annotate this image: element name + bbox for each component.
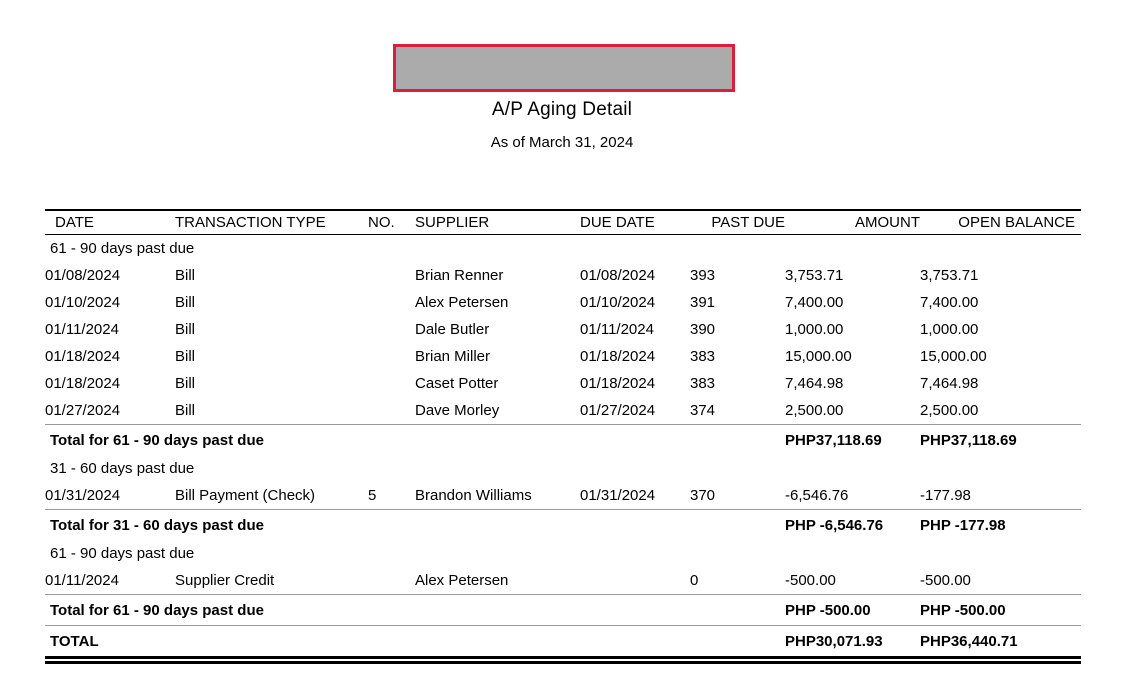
cell-transaction-type: Bill Payment (Check) [175, 487, 316, 504]
cell-transaction-type: Supplier Credit [175, 572, 275, 589]
column-header-no: NO. [368, 210, 415, 235]
cell-due-date: 01/08/2024 [580, 267, 656, 284]
cell-amount: 2,500.00 [785, 402, 844, 419]
cell-open-balance: 15,000.00 [920, 348, 987, 365]
cell-due-date: 01/18/2024 [580, 375, 656, 392]
cell-supplier: Dale Butler [415, 321, 490, 338]
cell-supplier: Brian Renner [415, 267, 504, 284]
table-row [45, 482, 1081, 510]
column-header-open-balance: OPEN BALANCE [920, 210, 1081, 235]
cell-past-due [690, 626, 785, 657]
table-row [45, 370, 1081, 397]
cell-amount: -6,546.76 [785, 487, 849, 504]
cell-due-date [580, 567, 690, 595]
report-subtitle: As of March 31, 2024 [490, 134, 634, 151]
cell-past-due: 383 [690, 375, 716, 392]
cell-date: 01/11/2024 [45, 572, 119, 589]
cell-open-balance: 7,400.00 [920, 294, 979, 311]
cell-no: 5 [368, 487, 377, 504]
section-total-label: Total for 61 - 90 days past due [45, 595, 690, 626]
section-total-amount: PHP -500.00 [785, 595, 920, 626]
table-header-row [45, 210, 1081, 235]
cell-amount: 3,753.71 [785, 267, 844, 284]
cell-supplier: Brian Miller [415, 348, 491, 365]
column-header-transaction-type: TRANSACTION TYPE [175, 210, 368, 235]
report-table-container [45, 209, 1081, 664]
cell-past-due: 390 [690, 321, 716, 338]
cell-past-due: 393 [690, 267, 716, 284]
cell-due-date: 01/27/2024 [580, 402, 656, 419]
cell-supplier: Caset Potter [415, 375, 499, 392]
cell-open-balance: -500.00 [920, 572, 971, 589]
cell-open-balance: 2,500.00 [920, 402, 979, 419]
cell-past-due: 0 [690, 572, 699, 589]
section-total-row [45, 510, 1081, 541]
cell-no [368, 343, 415, 370]
section-label: 31 - 60 days past due [50, 460, 195, 477]
cell-transaction-type: Bill [175, 321, 196, 338]
column-header-supplier: SUPPLIER [415, 210, 580, 235]
cell-no [368, 370, 415, 397]
cell-past-due: 374 [690, 402, 716, 419]
column-header-date: DATE [45, 210, 175, 235]
cell-no [368, 262, 415, 289]
table-row [45, 316, 1081, 343]
cell-supplier: Brandon Williams [415, 487, 532, 504]
section-total-row [45, 595, 1081, 626]
cell-transaction-type: Bill [175, 348, 196, 365]
cell-past-due: 391 [690, 294, 716, 311]
cell-date: 01/18/2024 [45, 375, 121, 392]
cell-past-due: 383 [690, 348, 716, 365]
redacted-company-name-box [393, 44, 735, 92]
cell-transaction-type: Bill [175, 294, 196, 311]
section-total-open-balance: PHP -177.98 [920, 510, 1081, 541]
cell-no [368, 289, 415, 316]
cell-date: 01/08/2024 [45, 267, 121, 284]
table-row [45, 567, 1081, 595]
column-header-past-due: PAST DUE [690, 210, 785, 235]
cell-amount: 1,000.00 [785, 321, 844, 338]
section-total-amount: PHP37,118.69 [785, 425, 920, 456]
section-total-row [45, 425, 1081, 456]
cell-open-balance: 3,753.71 [920, 267, 979, 284]
cell-supplier: Alex Petersen [415, 572, 509, 589]
cell-amount: 7,400.00 [785, 294, 844, 311]
column-header-due-date: DUE DATE [580, 210, 690, 235]
cell-due-date: 01/31/2024 [580, 487, 656, 504]
cell-date: 01/18/2024 [45, 348, 121, 365]
cell-amount: -500.00 [785, 572, 836, 589]
cell-open-balance: -177.98 [920, 487, 971, 504]
cell-supplier: Alex Petersen [415, 294, 509, 311]
section-total-open-balance: PHP -500.00 [920, 595, 1081, 626]
cell-due-date: 01/11/2024 [580, 321, 654, 338]
section-label: 61 - 90 days past due [50, 545, 195, 562]
table-row [45, 262, 1081, 289]
column-header-amount: AMOUNT [785, 210, 920, 235]
cell-no [368, 567, 415, 595]
table-bottom-double-rule [45, 656, 1081, 664]
section-label: 61 - 90 days past due [50, 240, 195, 257]
cell-open-balance: 1,000.00 [920, 321, 979, 338]
cell-transaction-type: Bill [175, 267, 196, 284]
cell-date: 01/10/2024 [45, 294, 121, 311]
cell-no [368, 397, 415, 425]
cell-amount: 7,464.98 [785, 375, 844, 392]
section-header-row [45, 540, 1081, 567]
grand-total-label: TOTAL [45, 626, 690, 657]
cell-open-balance: 7,464.98 [920, 375, 979, 392]
cell-past-due [690, 510, 785, 541]
cell-supplier: Dave Morley [415, 402, 500, 419]
cell-past-due [690, 595, 785, 626]
grand-total-amount: PHP30,071.93 [785, 626, 920, 657]
grand-total-row [45, 626, 1081, 657]
report-table [45, 209, 1081, 656]
section-total-label: Total for 31 - 60 days past due [45, 510, 690, 541]
cell-no [368, 316, 415, 343]
table-row [45, 343, 1081, 370]
section-header-row [45, 455, 1081, 482]
section-total-open-balance: PHP37,118.69 [920, 425, 1081, 456]
cell-transaction-type: Bill [175, 375, 196, 392]
cell-date: 01/27/2024 [45, 402, 121, 419]
grand-total-open-balance: PHP36,440.71 [920, 626, 1081, 657]
section-total-amount: PHP -6,546.76 [785, 510, 920, 541]
report-title: A/P Aging Detail [491, 99, 633, 120]
cell-past-due [690, 425, 785, 456]
cell-past-due: 370 [690, 487, 716, 504]
table-row [45, 289, 1081, 316]
cell-date: 01/31/2024 [45, 487, 121, 504]
cell-due-date: 01/10/2024 [580, 294, 656, 311]
cell-transaction-type: Bill [175, 402, 196, 419]
table-row [45, 397, 1081, 425]
cell-due-date: 01/18/2024 [580, 348, 656, 365]
section-total-label: Total for 61 - 90 days past due [45, 425, 690, 456]
section-header-row [45, 235, 1081, 263]
cell-date: 01/11/2024 [45, 321, 119, 338]
cell-amount: 15,000.00 [785, 348, 852, 365]
